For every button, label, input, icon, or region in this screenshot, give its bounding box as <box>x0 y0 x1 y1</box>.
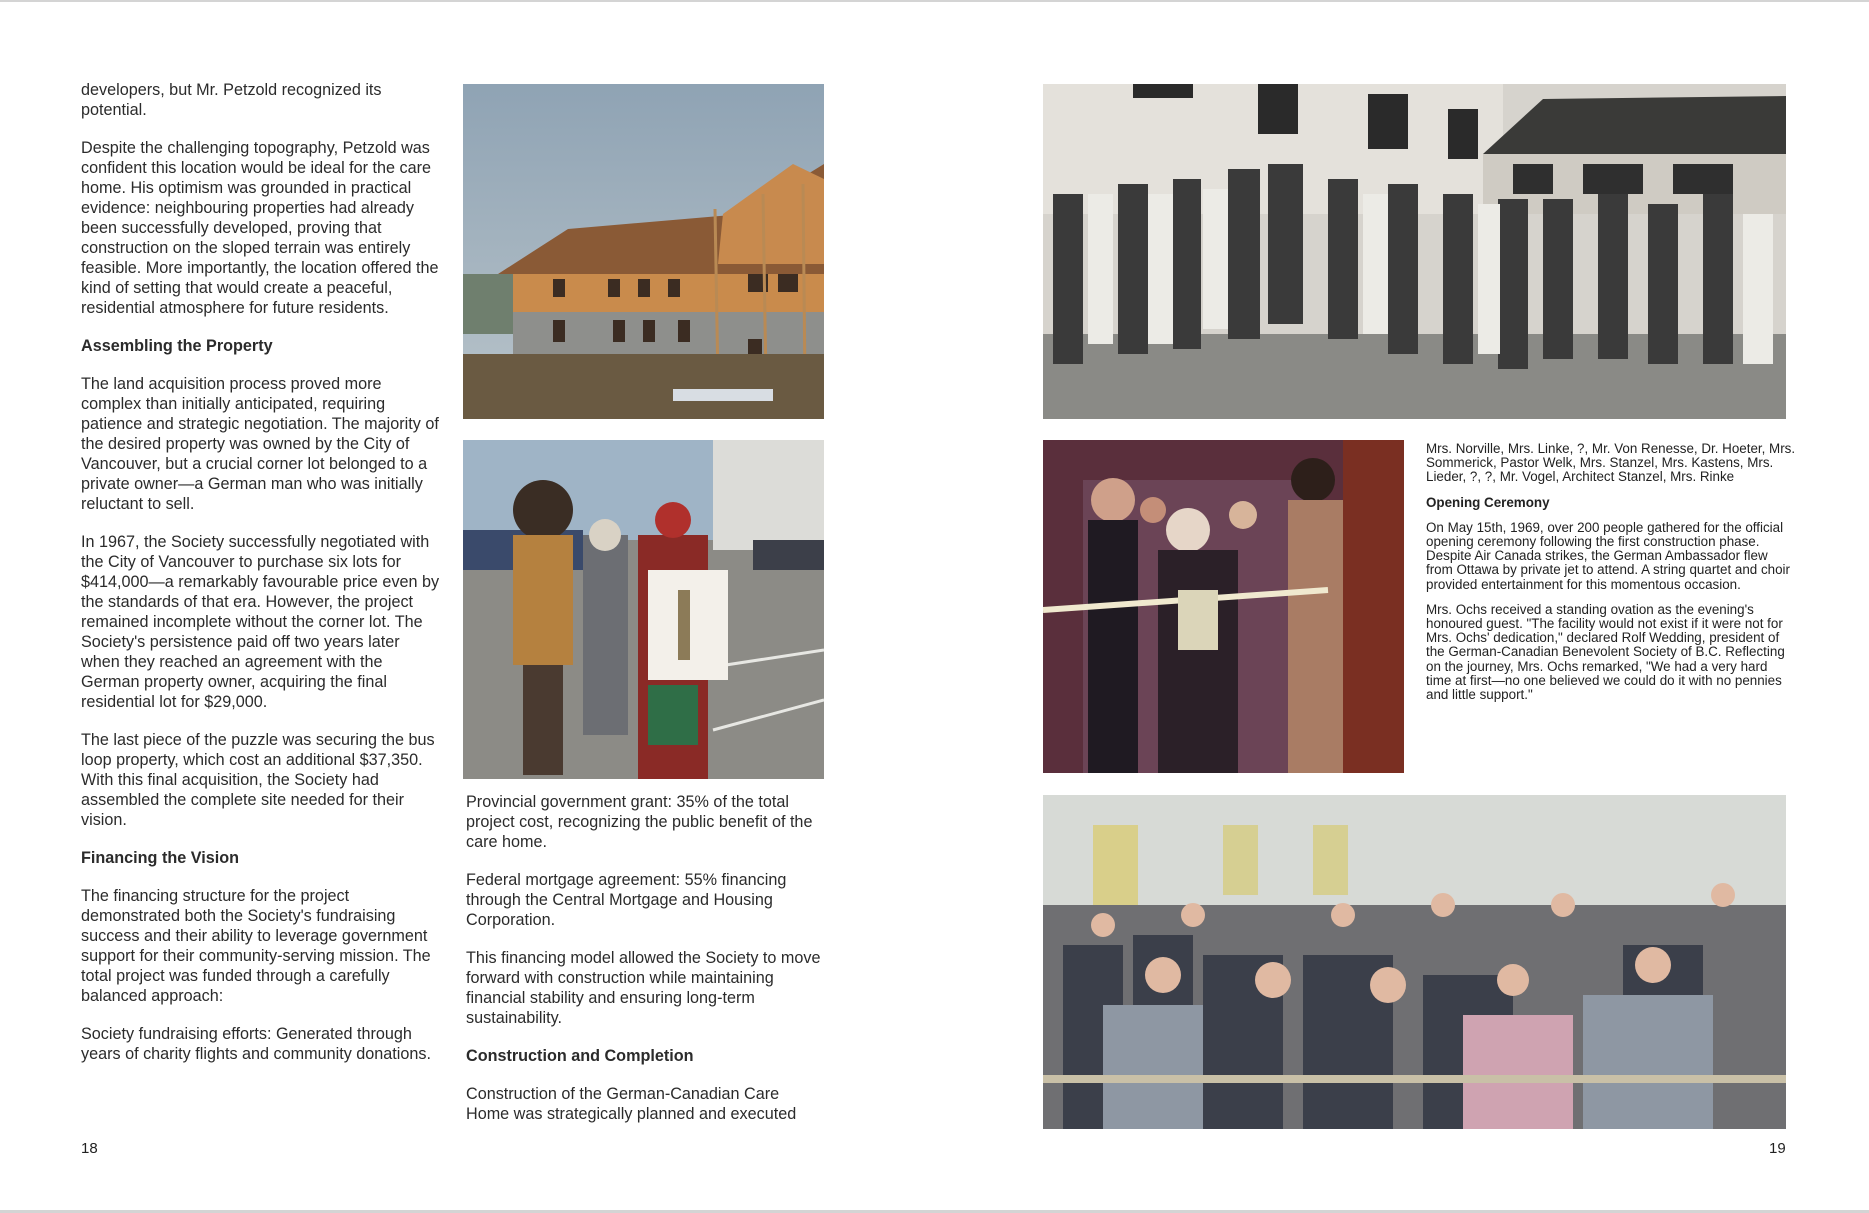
opening-ceremony-caption <box>1426 442 1796 713</box>
page-number: 19 <box>1769 1140 1786 1157</box>
paragraph: On May 15th, 1969, over 200 people gathered for the official opening ceremony following the first construction phase. Despite Air Canada strikes, the German Ambassador flew from Ottawa by private jet to attend. A string quartet and choir provided entertainment for this momentous occasion. <box>1426 519 1790 592</box>
section-heading: Opening Ceremony <box>1426 494 1550 510</box>
paragraph: The last piece of the puzzle was securing the bus loop property, which cost an additional $37,350. With this final acquisition, the Society had assembled the complete site needed for their vision. <box>81 731 435 829</box>
section-heading: Construction and Completion <box>466 1047 694 1065</box>
paragraph: This financing model allowed the Society to move forward with construction while maintaining financial stability and ensuring long-term sustainability. <box>466 949 821 1027</box>
page-number: 18 <box>81 1140 98 1157</box>
group-portrait-black-white-photo <box>1043 84 1786 419</box>
section-heading: Assembling the Property <box>81 337 273 355</box>
paragraph: Despite the challenging topography, Petzold was confident this location would be ideal for the care home. His optimism was grounded in practical evidence: neighbouring properties had already been successfully developed, proving that construction on the sloped terrain was entirely feasible. More importantly, the location offered the kind of setting that would create a peaceful, residential atmosphere for future residents. <box>81 139 439 317</box>
section-heading: Financing the Vision <box>81 849 239 867</box>
paragraph: Mrs. Ochs received a standing ovation as the evening's honoured guest. "The facility would not exist if it were not for Mrs. Ochs' dedication," declared Rolf Wedding, president of the German-Canadian Benevolent Society of B.C. Reflecting on the journey, Mrs. Ochs remarked, "We had a very hard time at first—no one believed we could do it with no pennies and little support." <box>1426 601 1785 703</box>
page-top-edge <box>0 0 1869 2</box>
building-under-construction-photo <box>463 84 824 419</box>
paragraph: The land acquisition process proved more complex than initially anticipated, requiring patience and strategic negotiation. The majority of the desired property was owned by the City of Vancouver, but a crucial corner lot belonged to a private owner—a German man who was initially reluctant to sell. <box>81 375 439 513</box>
paragraph: In 1967, the Society successfully negotiated with the City of Vancouver to purchase six lots for $414,000—a remarkably favourable price even by the standards of that era. However, the project remained incomplete without the corner lot. The Society's persistence paid off two years later when they reached an agreement with the German property owner, acquiring the final residential lot for $29,000. <box>81 533 440 711</box>
seated-audience-photo <box>1043 795 1786 1129</box>
ribbon-cutting-photo <box>1043 440 1404 773</box>
left-text-column <box>81 80 441 1082</box>
photo-caption-names: Mrs. Norville, Mrs. Linke, ?, Mr. Von Renesse, Dr. Hoeter, Mrs. Sommerick, Pastor Welk, Mrs. Stanzel, Mrs. Kastens, Mrs. Lieder, ?, ?, Mr. Vogel, Architect Stanzel, Mrs. Rinke <box>1426 441 1796 485</box>
paragraph: Federal mortgage agreement: 55% financing through the Central Mortgage and Housing Corporation. <box>466 871 787 929</box>
paragraph: Construction of the German-Canadian Care Home was strategically planned and executed <box>466 1085 797 1123</box>
middle-text-column <box>466 792 826 1142</box>
paragraph: developers, but Mr. Petzold recognized its potential. <box>81 81 382 119</box>
paragraph: Provincial government grant: 35% of the total project cost, recognizing the public benefit of the care home. <box>466 793 813 851</box>
costumed-group-with-banner-photo <box>463 440 824 779</box>
paragraph: The financing structure for the project demonstrated both the Society's fundraising success and their ability to leverage government support for their community-serving mission. The total project was funded through a carefully balanced approach: <box>81 887 431 1005</box>
paragraph: Society fundraising efforts: Generated through years of charity flights and community donations. <box>81 1025 431 1063</box>
